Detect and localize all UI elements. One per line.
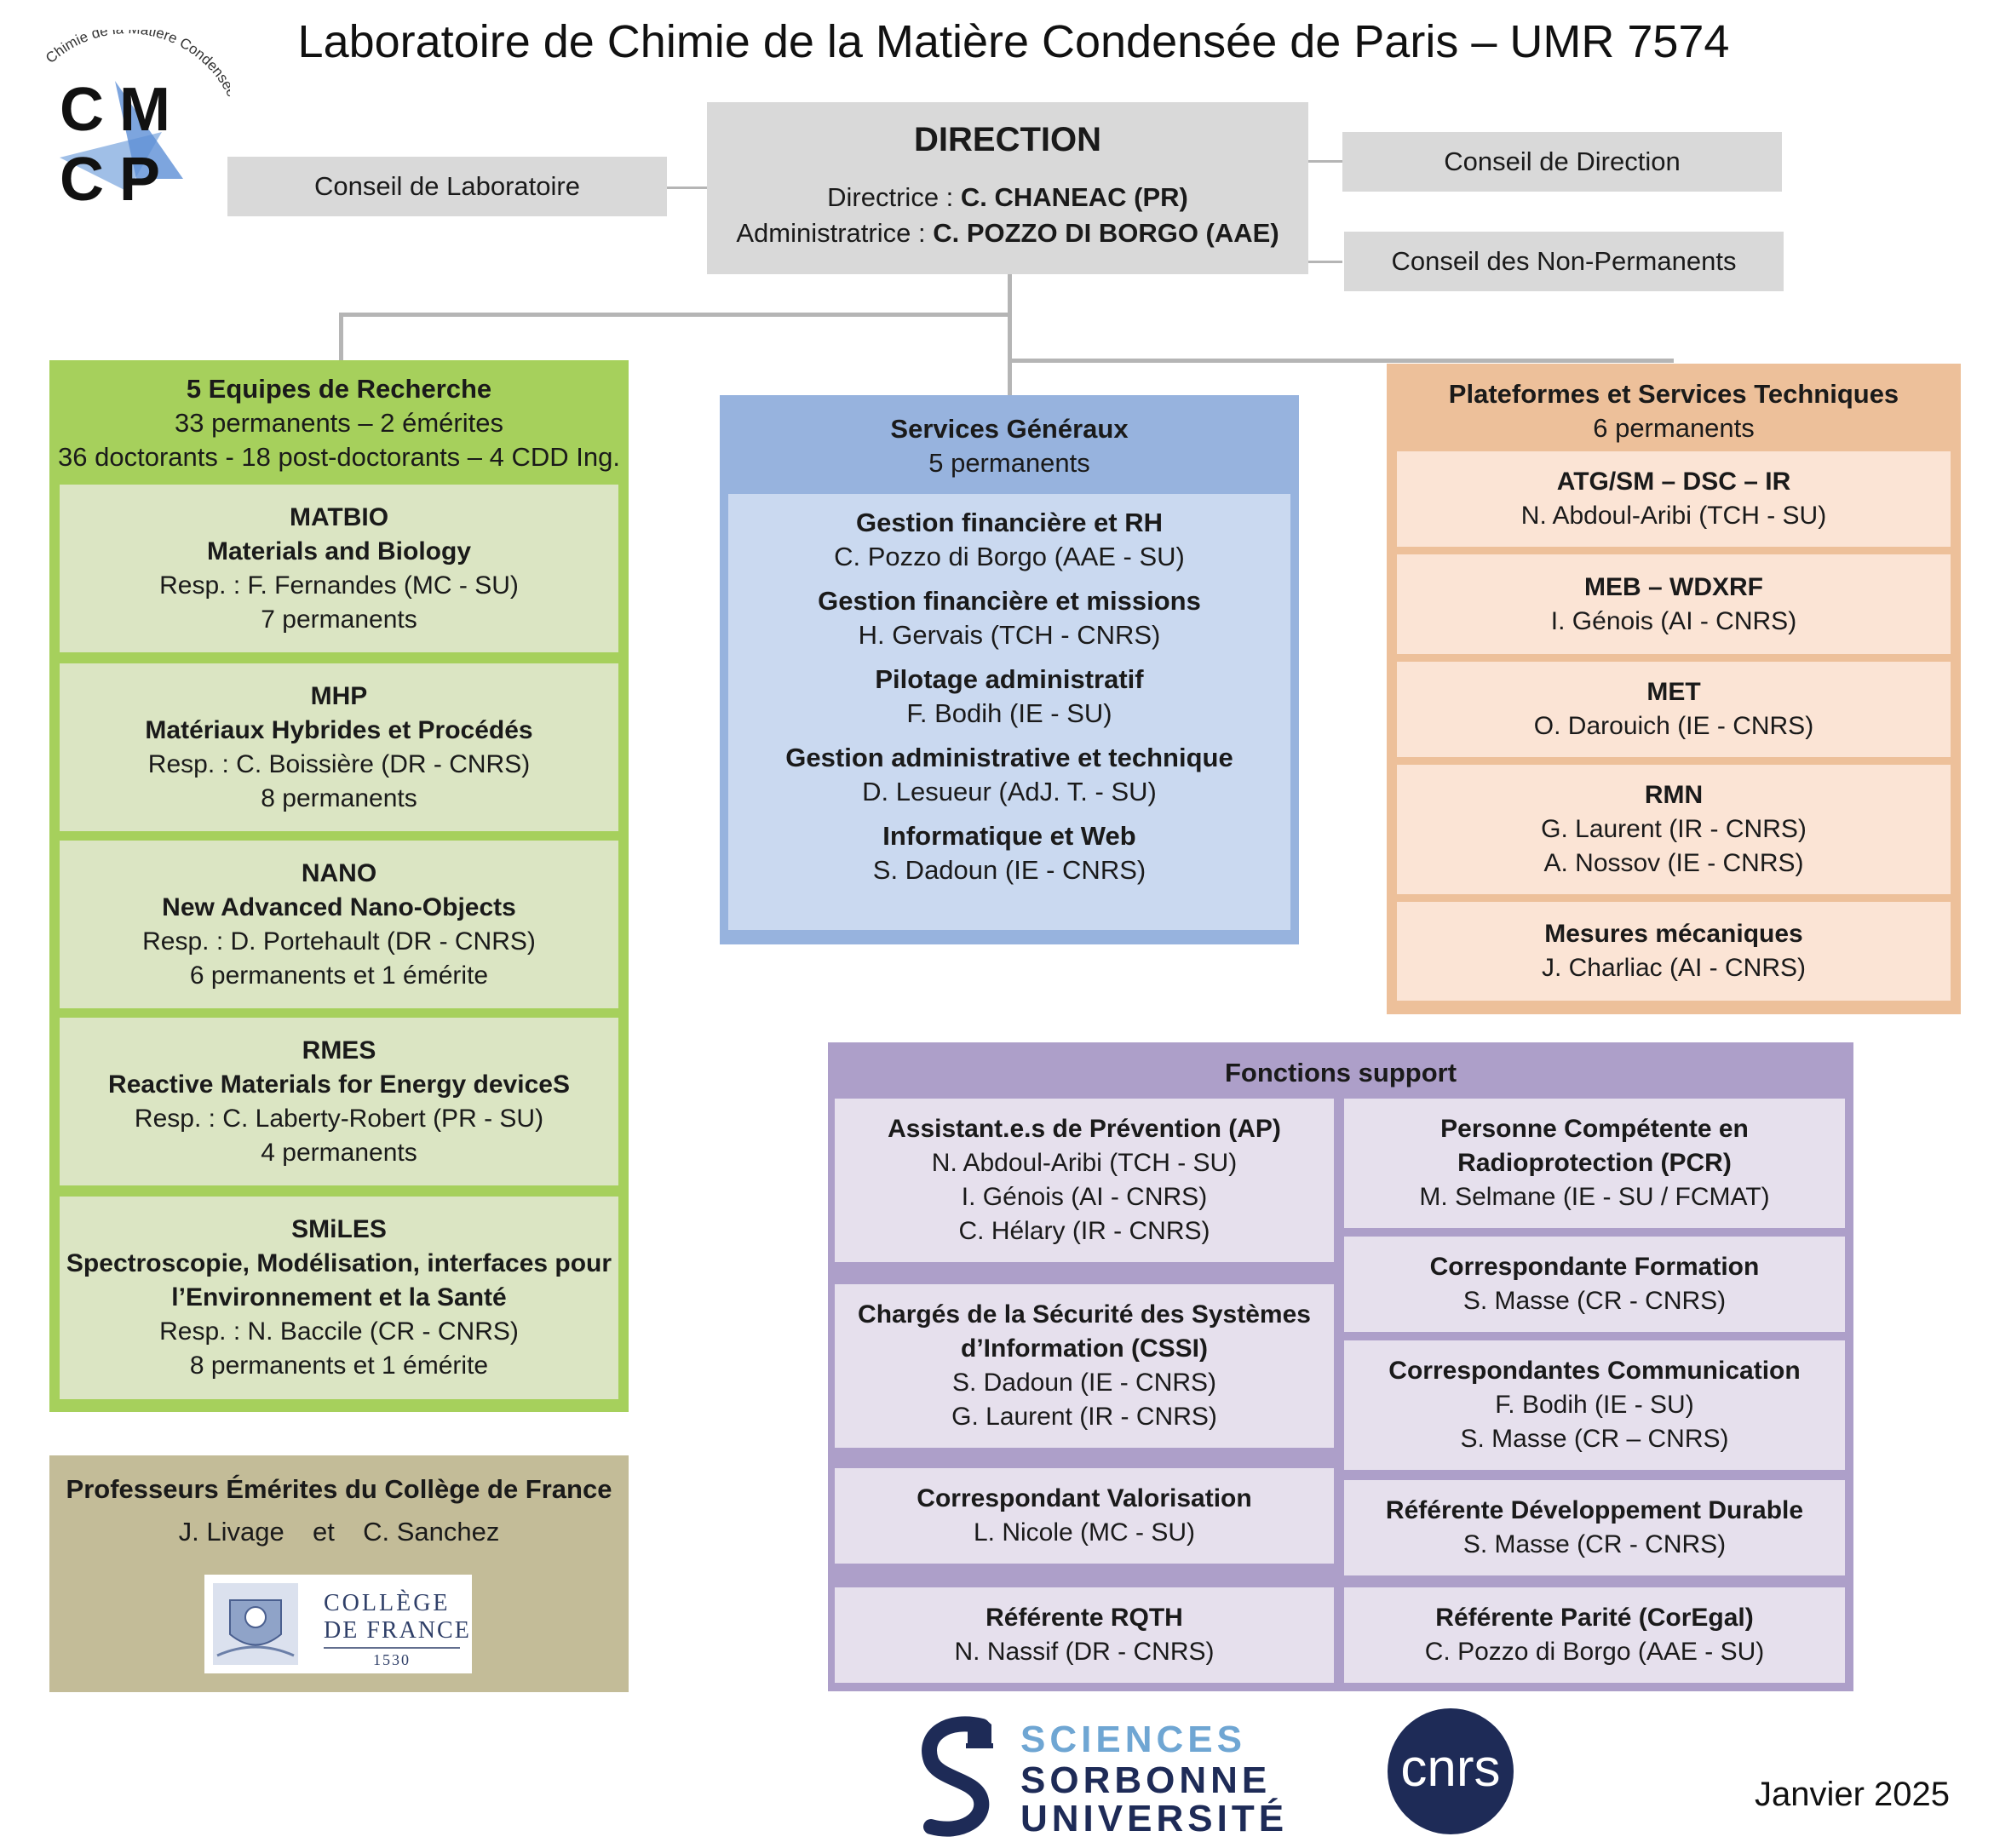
emerites-connector: et	[312, 1517, 335, 1547]
conseil-laboratoire	[227, 157, 667, 216]
connector	[1008, 274, 1012, 395]
equipes-permanents: 33 permanents – 2 émérites	[175, 408, 503, 438]
platform-title: RMN	[1644, 781, 1704, 809]
team-card-rmes	[60, 1018, 618, 1185]
emerites-panel	[49, 1455, 629, 1692]
support-card-title: Correspondant Valorisation	[917, 1484, 1252, 1512]
cnrs-text: cnrs	[1400, 1739, 1501, 1798]
team-count: 6 permanents et 1 émérite	[189, 961, 489, 990]
page-title: Laboratoire de Chimie de la Matière Condensée de Paris – UMR 7574	[297, 16, 1730, 67]
conseil-direction-label: Conseil de Direction	[1444, 146, 1681, 176]
team-name-line2: l’Environnement et la Santé	[171, 1283, 507, 1311]
support-card-title: Référente Développement Durable	[1385, 1496, 1804, 1524]
platform-card	[1397, 902, 1951, 1001]
connector	[339, 313, 1012, 317]
team-card-nano	[60, 841, 618, 1008]
team-card-mhp	[60, 663, 618, 831]
document-date: Janvier 2025	[1755, 1776, 1951, 1813]
plateformes-panel	[1387, 364, 1961, 1014]
service-item	[728, 741, 1290, 809]
platform-title: ATG/SM – DSC – IR	[1556, 468, 1791, 496]
support-card	[1344, 1237, 1845, 1332]
emerite-person-2: C. Sanchez	[363, 1517, 500, 1547]
services-subtitle: 5 permanents	[928, 448, 1090, 478]
service-item	[728, 663, 1290, 731]
service-person: S. Dadoun (IE - CNRS)	[872, 855, 1146, 885]
direction-title: DIRECTION	[914, 121, 1101, 158]
su-line1: SCIENCES	[1020, 1719, 1246, 1760]
platform-person: J. Charliac (AI - CNRS)	[1541, 954, 1807, 982]
sorbonne-universite-logo	[918, 1707, 1289, 1839]
team-code: MATBIO	[289, 502, 389, 531]
service-title: Informatique et Web	[882, 821, 1136, 851]
support-person: F. Bodih (IE - SU)	[1495, 1391, 1694, 1419]
service-title: Gestion financière et missions	[818, 586, 1201, 616]
support-card	[835, 1587, 1334, 1683]
fonctions-support-panel	[828, 1042, 1853, 1691]
emerite-person-1: J. Livage	[178, 1517, 284, 1547]
service-item	[728, 584, 1290, 652]
connector	[339, 313, 343, 360]
service-title: Pilotage administratif	[875, 664, 1144, 694]
equipes-doctorants: 36 doctorants - 18 post-doctorants – 4 CDD Ing.	[58, 442, 620, 472]
conseil-direction	[1342, 132, 1782, 192]
support-card-title: Chargés de la Sécurité des Systèmes	[858, 1300, 1311, 1329]
college-logo-line2: DE FRANCE	[324, 1617, 471, 1644]
team-name: Spectroscopie, Modélisation, interfaces pour	[66, 1249, 612, 1277]
team-card-matbio	[60, 485, 618, 652]
team-resp: Resp. : C. Boissière (DR - CNRS)	[147, 749, 531, 778]
support-person: I. Génois (AI - CNRS)	[961, 1183, 1208, 1211]
support-person: S. Masse (CR - CNRS)	[1462, 1287, 1727, 1315]
service-person: F. Bodih (IE - SU)	[906, 698, 1112, 728]
team-name: Matériaux Hybrides et Procédés	[145, 715, 533, 744]
team-name: New Advanced Nano-Objects	[162, 892, 516, 921]
support-card	[1344, 1340, 1845, 1470]
team-name: Materials and Biology	[206, 537, 472, 565]
services-list	[728, 494, 1290, 930]
support-person: S. Dadoun (IE - CNRS)	[951, 1369, 1217, 1397]
service-person: D. Lesueur (AdJ. T. - SU)	[862, 777, 1157, 806]
support-person: S. Masse (CR - CNRS)	[1462, 1530, 1727, 1558]
team-resp: Resp. : C. Laberty-Robert (PR - SU)	[134, 1104, 544, 1133]
platform-person: A. Nossov (IE - CNRS)	[1543, 849, 1804, 877]
support-card	[835, 1099, 1334, 1262]
support-card	[1344, 1099, 1845, 1228]
service-item	[728, 819, 1290, 887]
platform-card	[1397, 554, 1951, 654]
conseil-laboratoire-label: Conseil de Laboratoire	[314, 171, 580, 201]
connector	[667, 187, 710, 189]
team-resp: Resp. : F. Fernandes (MC - SU)	[159, 571, 519, 600]
platform-title: MET	[1646, 678, 1701, 706]
platform-title: Mesures mécaniques	[1544, 920, 1803, 948]
support-person: N. Nassif (DR - CNRS)	[954, 1638, 1215, 1666]
cnrs-logo	[1387, 1707, 1514, 1835]
support-card-title: Personne Compétente en	[1440, 1115, 1749, 1143]
services-title: Services Généraux	[890, 414, 1129, 444]
support-card	[1344, 1587, 1845, 1683]
administratrice-name: C. POZZO DI BORGO (AAE)	[933, 218, 1279, 248]
support-card	[1344, 1480, 1845, 1575]
support-person: L. Nicole (MC - SU)	[973, 1518, 1196, 1547]
support-person: C. Pozzo di Borgo (AAE - SU)	[1424, 1638, 1765, 1666]
service-item	[728, 506, 1290, 574]
cmcp-logo	[34, 30, 230, 226]
su-line2: SORBONNE	[1020, 1759, 1272, 1801]
team-code: SMiLES	[291, 1215, 387, 1243]
team-count: 4 permanents	[261, 1138, 417, 1167]
platform-card	[1397, 765, 1951, 894]
conseil-non-permanents	[1344, 232, 1784, 291]
support-card-title-line2: d’Information (CSSI)	[961, 1334, 1208, 1363]
college-logo-line3: 1530	[373, 1651, 411, 1668]
support-card-title: Référente RQTH	[986, 1604, 1183, 1632]
directrice-name: C. CHANEAC (PR)	[960, 182, 1188, 212]
connector	[1308, 160, 1342, 163]
support-card	[835, 1468, 1334, 1564]
platform-title: MEB – WDXRF	[1584, 572, 1763, 601]
equipes-recherche-panel	[49, 360, 629, 1412]
support-person: C. Hélary (IR - CNRS)	[958, 1217, 1210, 1245]
service-person: C. Pozzo di Borgo (AAE - SU)	[834, 542, 1185, 571]
service-title: Gestion administrative et technique	[785, 743, 1233, 772]
support-card-title-line2: Radioprotection (PCR)	[1457, 1149, 1732, 1177]
service-title: Gestion financière et RH	[855, 508, 1164, 537]
team-resp: Resp. : N. Baccile (CR - CNRS)	[159, 1317, 519, 1346]
support-card-title: Référente Parité (CorEgal)	[1435, 1604, 1754, 1632]
platform-card	[1397, 451, 1951, 547]
directrice-label: Directrice :	[827, 182, 961, 212]
plateformes-subtitle: 6 permanents	[1593, 413, 1755, 443]
direction-box	[707, 102, 1308, 274]
support-person: N. Abdoul-Aribi (TCH - SU)	[931, 1149, 1238, 1177]
college-logo-line1: COLLÈGE	[324, 1590, 451, 1616]
equipes-title: 5 Equipes de Recherche	[186, 374, 492, 404]
team-count: 8 permanents	[261, 783, 417, 812]
support-person: M. Selmane (IE - SU / FCMAT)	[1419, 1183, 1770, 1211]
team-code: NANO	[301, 858, 377, 887]
connector	[1008, 359, 1674, 363]
team-card-smiles	[60, 1197, 618, 1399]
team-name: Reactive Materials for Energy deviceS	[108, 1070, 570, 1099]
administratrice-label: Administratrice :	[736, 218, 934, 248]
services-generaux-panel	[720, 395, 1299, 944]
plateformes-title: Plateformes et Services Techniques	[1448, 379, 1899, 409]
conseil-non-permanents-label: Conseil des Non-Permanents	[1391, 246, 1737, 276]
logo-letter-p: P	[119, 146, 161, 214]
service-person: H. Gervais (TCH - CNRS)	[858, 620, 1161, 650]
platform-card	[1397, 662, 1951, 757]
platform-person: G. Laurent (IR - CNRS)	[1541, 815, 1807, 843]
support-card-title: Correspondante Formation	[1429, 1253, 1760, 1281]
support-card-title: Assistant.e.s de Prévention (AP)	[888, 1115, 1281, 1143]
support-card	[835, 1284, 1334, 1448]
team-code: RMES	[302, 1036, 376, 1065]
college-de-france-logo	[204, 1575, 472, 1673]
connector	[1308, 261, 1342, 263]
emerites-title: Professeurs Émérites du Collège de France	[66, 1474, 612, 1504]
platform-person: O. Darouich (IE - CNRS)	[1533, 712, 1814, 740]
su-line3: UNIVERSITÉ	[1020, 1798, 1289, 1839]
team-code: MHP	[310, 681, 368, 710]
logo-arc-text: Chimie de atière Condens	[42, 30, 230, 86]
logo-letter-m: M	[119, 76, 170, 144]
team-count: 8 permanents et 1 émérite	[189, 1352, 489, 1380]
support-person: S. Masse (CR – CNRS)	[1460, 1425, 1729, 1453]
support-person: G. Laurent (IR - CNRS)	[951, 1403, 1217, 1431]
logo-letter-c1: C	[60, 76, 104, 144]
support-title: Fonctions support	[1224, 1058, 1457, 1088]
team-resp: Resp. : D. Portehault (DR - CNRS)	[142, 927, 536, 956]
platform-person: I. Génois (AI - CNRS)	[1550, 606, 1797, 635]
logo-letter-c2: C	[60, 146, 104, 214]
team-count: 7 permanents	[261, 605, 417, 634]
support-card-title: Correspondantes Communication	[1388, 1357, 1801, 1385]
platform-person: N. Abdoul-Aribi (TCH - SU)	[1520, 502, 1827, 530]
